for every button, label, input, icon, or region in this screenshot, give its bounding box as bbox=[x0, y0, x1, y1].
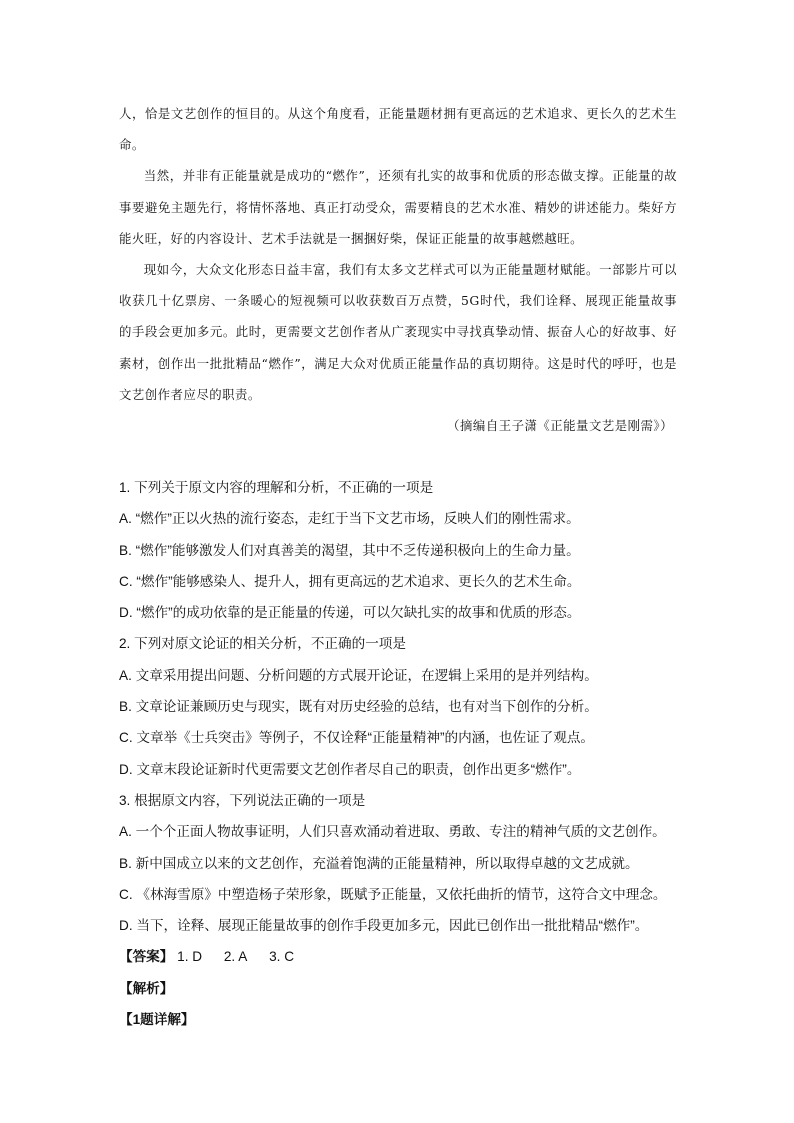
passage-paragraph: 当然，并非有正能量就是成功的“燃作”，还须有扎实的故事和优质的形态做支撑。正能量的故事要避免主题先行，将情怀落地、真正打动受众，需要精良的艺术水准、精妙的讲述能力。柴好方能火旺，好的内容设计、艺术手法就是一捆捆好柴，保证正能量的故事越燃越旺。 bbox=[119, 168, 677, 246]
question-option: B. 文章论证兼顾历史与现实，既有对历史经验的总结，也有对当下创作的分析。 bbox=[119, 699, 598, 715]
detail-heading: 【1题详解】 bbox=[119, 1012, 195, 1028]
question-stem: 3. 根据原文内容，下列说法正确的一项是 bbox=[119, 792, 366, 808]
analysis-heading: 【解析】 bbox=[119, 980, 174, 996]
question-option: A. 文章采用提出问题、分析问题的方式展开论证，在逻辑上采用的是并列结构。 bbox=[119, 667, 598, 683]
question-option: B. 新中国成立以来的文艺创作，充溢着饱满的正能量精神，所以取得卓越的文艺成就。 bbox=[119, 855, 639, 871]
passage-paragraph: 人，恰是文艺创作的恒目的。从这个角度看，正能量题材拥有更高远的艺术追求、更长久的艺术生命。 bbox=[119, 106, 677, 153]
question-section bbox=[119, 472, 684, 1035]
answer-item: 2. A bbox=[223, 949, 248, 965]
passage-paragraph: 现如今，大众文化形态日益丰富，我们有太多文艺样式可以为正能量题材赋能。一部影片可以收获几十亿票房、一条暖心的短视频可以收获数百万点赞，5G时代，我们诠释、展现正能量故事的手段会更加多元。此时，更需要文艺创作者从广袤现实中寻找真挚动情、振奋人心的好故事、好素材，创作出一批批精品“燃作”，满足大众对优质正能量作品的真切期待。这是时代的呼吁，也是文艺创作者应尽的职责。 bbox=[119, 262, 677, 402]
answer-key bbox=[119, 941, 684, 972]
question-option: D. 当下，诠释、展现正能量故事的创作手段更加多元，因此已创作出一批批精品“燃作”。 bbox=[119, 918, 649, 934]
question-option: B. “燃作”能够激发人们对真善美的渴望，其中不乏传递积极向上的生命力量。 bbox=[119, 542, 580, 558]
question-option: A. 一个个正面人物故事证明，人们只喜欢涌动着进取、勇敢、专注的精神气质的文艺创作。 bbox=[119, 824, 666, 840]
question-option: C. 《林海雪原》中塑造杨子荣形象，既赋予正能量，又依托曲折的情节，这符合文中理念。 bbox=[119, 886, 667, 902]
answer-item: 1. D bbox=[177, 949, 203, 965]
answer-item: 3. C bbox=[269, 949, 295, 965]
question-option: A. “燃作”正以火热的流行姿态，走红于当下文艺市场，反映人们的刚性需求。 bbox=[119, 511, 580, 527]
question-stem: 1. 下列关于原文内容的理解和分析，不正确的一项是 bbox=[119, 480, 434, 495]
answer-label: 【答案】 bbox=[119, 949, 174, 965]
question-option: C. “燃作”能够感染人、提升人，拥有更高远的艺术追求、更长久的艺术生命。 bbox=[119, 573, 581, 589]
reading-passage bbox=[119, 98, 677, 441]
question-option: D. “燃作”的成功依靠的是正能量的传递，可以欠缺扎实的故事和优质的形态。 bbox=[119, 605, 581, 621]
question-option: C. 文章举《士兵突击》等例子，不仅诠释“正能量精神”的内涵，也佐证了观点。 bbox=[119, 730, 595, 746]
question-stem: 2. 下列对原文论证的相关分析，不正确的一项是 bbox=[119, 636, 406, 652]
question-option: D. 文章末段论证新时代更需要文艺创作者尽自己的职责，创作出更多“燃作”。 bbox=[119, 761, 581, 777]
passage-source: （摘编自王子潇《正能量文艺是刚需》） bbox=[447, 418, 673, 434]
